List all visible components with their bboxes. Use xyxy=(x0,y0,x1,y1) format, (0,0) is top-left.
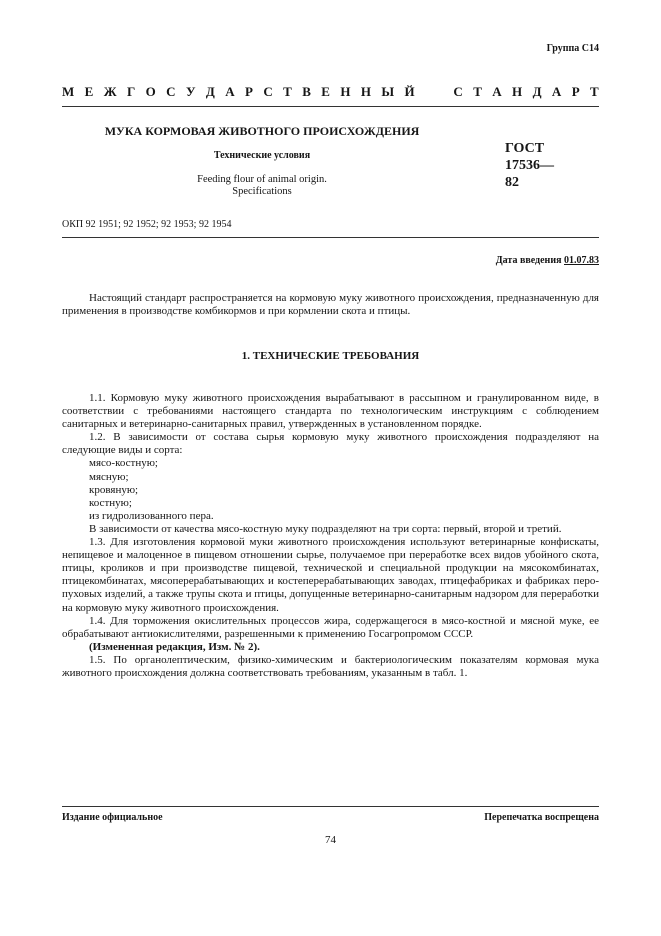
gost-label: ГОСТ xyxy=(505,141,545,156)
banner-letter: Ж xyxy=(103,84,117,99)
banner-letter: С xyxy=(166,84,176,99)
kind-item: костную; xyxy=(89,496,132,509)
banner-letter: Н xyxy=(360,84,371,99)
banner-letter: О xyxy=(145,84,156,99)
banner-letter: Й xyxy=(404,84,415,99)
clause-1-3: 1.3. Для изготовления кормовой муки животного происхождения используют ветеринарные конфискаты, непищевое и малоценное в пищевом отношении сырье, получаемое при переработке всех видов убойного скота, птицы, кроликов и при производстве пищевой, технической и специальной продукции на мясокомбинатах, птицекомбинатах, мясоперерабатывающих и костеперерабатывающих заводах, птицефабриках и фабриках перо-пуховых изделий, а также трупы скота и птицы, допущенные ветеринарно-санитарным надзором для переработки на кормовую муку животного происхождения. xyxy=(62,536,599,614)
introduction-date xyxy=(496,255,599,266)
banner-letter: Д xyxy=(532,84,542,99)
clause-1-4: 1.4. Для торможения окислительных процессов жира, содержащегося в мясо-костной и мясной муке, ее обрабатывают антиокислителями, разрешенными к применению Госагропромом СССР. xyxy=(62,614,599,640)
section-heading: 1. ТЕХНИЧЕСКИЕ ТРЕБОВАНИЯ xyxy=(241,350,420,362)
banner-letter: Г xyxy=(126,84,136,99)
gost-designation xyxy=(505,140,567,191)
clause-1-5: 1.5. По органолептическим, физико-химическим и бактериологическим показателям кормовая мука животного происхождения должна соответствовать требованиям, указанным в табл. 1. xyxy=(62,653,599,679)
amendment-note: (Измененная редакция, Изм. № 2). xyxy=(89,640,260,653)
clause-1-2-grades: В зависимости от качества мясо-костную муку подразделяют на три сорта: первый, второй и третий. xyxy=(89,522,562,535)
banner-letter: А xyxy=(225,84,235,99)
kind-item: кровяную; xyxy=(89,483,139,496)
standard-banner xyxy=(62,84,599,102)
group-code: Группа С14 xyxy=(546,43,599,54)
banner-letter: А xyxy=(492,84,502,99)
banner-letter: Д xyxy=(205,84,215,99)
kind-item: мясную; xyxy=(89,470,129,483)
official-edition-note: Издание официальное xyxy=(62,812,163,823)
gost-number: 17536—82 xyxy=(505,158,554,190)
section-body xyxy=(62,392,599,680)
banner-letter: Н xyxy=(340,84,351,99)
kind-item: из гидролизованного пера. xyxy=(89,509,214,522)
banner-letter: Р xyxy=(245,84,253,99)
kind-item: мясо-костную; xyxy=(89,457,158,470)
reprint-prohibited-note: Перепечатка воспрещена xyxy=(484,812,599,823)
english-title xyxy=(62,174,462,198)
okp-codes: ОКП 92 1951; 92 1952; 92 1953; 92 1954 xyxy=(62,219,232,230)
english-title-line: Specifications xyxy=(232,186,292,197)
document-subtitle: Технические условия xyxy=(213,150,311,161)
banner-letter: М xyxy=(62,84,75,99)
preamble xyxy=(62,292,599,318)
introduction-date-label: Дата введения xyxy=(495,255,564,266)
banner-letter: Т xyxy=(590,84,599,99)
preamble-paragraph: Настоящий стандарт распространяется на кормовую муку животного происхождения, предназначенную для применения в производстве комбикормов и при кормлении скота и птицы. xyxy=(62,292,599,318)
banner-letter: У xyxy=(185,84,196,99)
footer-rule xyxy=(62,806,599,807)
banner-letter: А xyxy=(551,84,562,99)
banner-letter: Н xyxy=(512,84,523,99)
okp-rule xyxy=(62,237,599,238)
page-number: 74 xyxy=(325,834,336,846)
banner-letter: В xyxy=(302,84,311,99)
clause-1-2: 1.2. В зависимости от состава сырья кормовую муку животного происхождения подразделяют на следующие виды и сорта: xyxy=(62,431,599,457)
english-title-line: Feeding flour of animal origin. xyxy=(197,174,327,185)
banner-letter: Е xyxy=(321,84,330,99)
banner-letter: Т xyxy=(283,84,292,99)
banner-letter: С xyxy=(263,84,273,99)
banner-letter: С xyxy=(453,84,463,99)
document-title: МУКА КОРМОВАЯ ЖИВОТНОГО ПРОИСХОЖДЕНИЯ xyxy=(104,124,420,138)
banner-gap xyxy=(425,84,443,102)
introduction-date-value: 01.07.83 xyxy=(564,255,599,266)
banner-letter: Е xyxy=(84,84,94,99)
banner-letter: Р xyxy=(571,84,580,99)
clause-1-1: 1.1. Кормовую муку животного происхождения вырабатывают в рассыпном и гранулированном виде, в соответствии с требованиями настоящего стандарта по технологическим инструкциям с соблюдением санитарных и ветеринарно-санитарных правил, утвержденных в установленном порядке. xyxy=(62,392,599,431)
banner-letter: Ы xyxy=(381,84,395,99)
banner-rule xyxy=(62,106,599,107)
banner-letter: Т xyxy=(473,84,482,99)
